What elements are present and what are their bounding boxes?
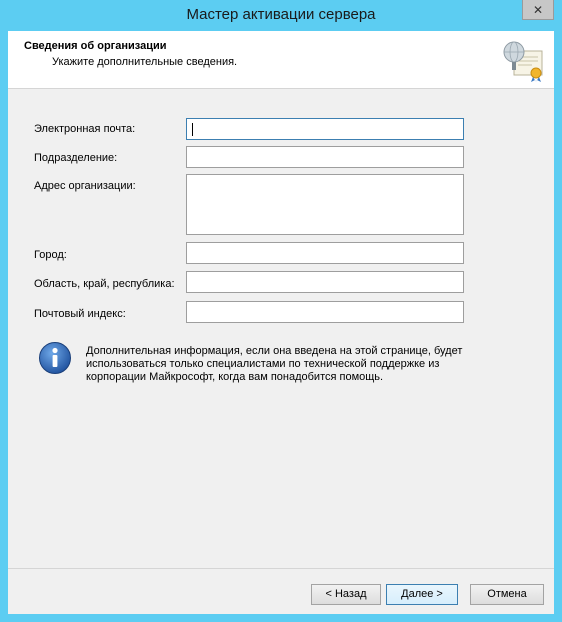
title-bar[interactable] [0,0,562,31]
department-label: Подразделение: [34,152,118,164]
dialog-body [8,31,554,614]
cancel-button[interactable]: Отмена [470,584,544,605]
city-field[interactable] [186,242,464,264]
close-icon: ✕ [532,2,544,17]
city-label: Город: [34,249,67,261]
department-field[interactable] [186,146,464,168]
next-button[interactable]: Далее > [386,584,458,605]
zip-field[interactable] [186,301,464,323]
footer-separator [8,568,554,569]
info-icon [38,341,72,375]
back-button[interactable]: < Назад [311,584,381,605]
region-label: Область, край, республика: [34,278,175,290]
close-button[interactable] [522,0,554,20]
info-text: Дополнительная информация, если она введена на этой странице, будет использоваться только специалистами по технической поддержке из корпорации Майкрософт, когда вам понадобится помощь. [86,345,463,383]
address-label: Адрес организации: [34,180,136,192]
page-subtitle: Укажите дополнительные сведения. [52,56,238,68]
certificate-globe-icon [500,37,546,83]
email-field[interactable] [186,118,464,140]
wizard-header [8,31,554,89]
region-field[interactable] [186,271,464,293]
page-title: Сведения об организации [24,40,167,52]
window-title: Мастер активации сервера [186,6,376,23]
zip-label: Почтовый индекс: [34,308,126,320]
text-caret [192,123,193,136]
email-label: Электронная почта: [34,123,136,135]
address-textarea[interactable] [186,174,464,235]
